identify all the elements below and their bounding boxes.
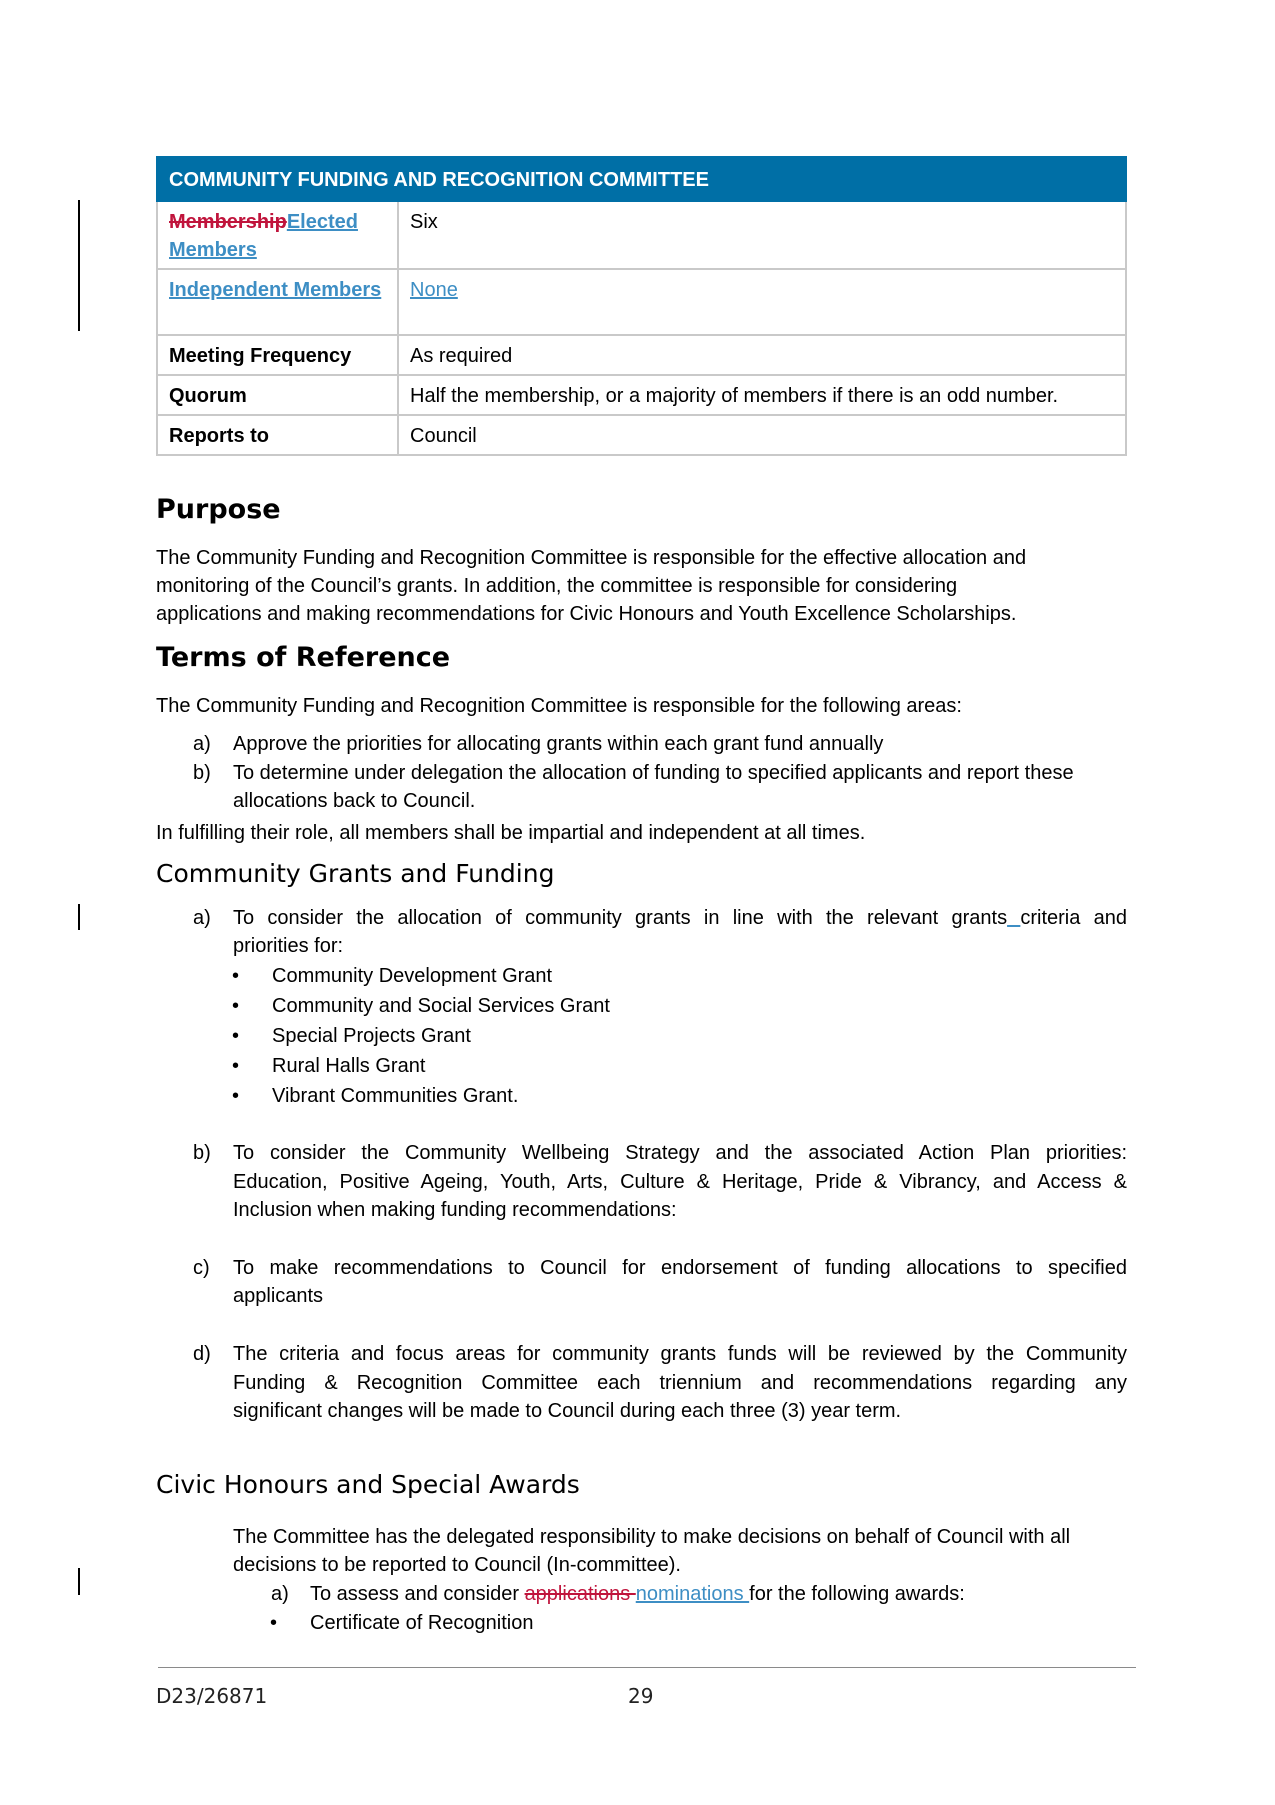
grant-bullet-item: Community and Social Services Grant xyxy=(272,995,610,1017)
bullet: • xyxy=(232,1055,240,1077)
terms-of-reference-heading: Terms of Reference xyxy=(156,642,451,673)
table-row xyxy=(157,335,1126,375)
change-bar xyxy=(78,200,80,331)
purpose-line: The Community Funding and Recognition Committee is responsible for the effective allocation and xyxy=(156,547,1027,569)
grants-item-marker: d) xyxy=(193,1343,211,1365)
grants-item-marker: b) xyxy=(193,1142,211,1164)
grants-item-marker: a) xyxy=(193,907,211,929)
grant-bullet-item: Rural Halls Grant xyxy=(272,1055,426,1077)
footer-doc-id: D23/26871 xyxy=(156,1684,268,1708)
tor-item-marker: b) xyxy=(193,762,211,784)
footer-divider xyxy=(158,1667,1136,1668)
reports-to-label: Reports to xyxy=(157,415,398,455)
reports-to-value: Council xyxy=(398,415,1126,455)
bullet: • xyxy=(232,965,240,987)
table-row xyxy=(157,415,1126,455)
bullet: • xyxy=(232,1085,240,1107)
grant-bullet-item: Special Projects Grant xyxy=(272,1025,471,1047)
tor-item-text: Approve the priorities for allocating grants within each grant fund annually xyxy=(233,733,884,755)
grant-bullet-item: Community Development Grant xyxy=(272,965,553,987)
grants-item-text: Inclusion when making funding recommendations: xyxy=(233,1199,677,1221)
grants-item-marker: c) xyxy=(193,1257,210,1279)
grants-item-text: To make recommendations to Council for endorsement of funding allocations to specified xyxy=(233,1257,1127,1279)
award-bullet-item: Certificate of Recognition xyxy=(310,1612,534,1634)
grant-bullet-item: Vibrant Communities Grant. xyxy=(272,1085,519,1107)
table-row xyxy=(157,269,1126,335)
tor-closing: In fulfilling their role, all members shall be impartial and independent at all times. xyxy=(156,822,866,844)
independent-members-label: Independent Members xyxy=(157,269,398,335)
table-title: COMMUNITY FUNDING AND RECOGNITION COMMITTEE xyxy=(157,157,1126,201)
grants-item-text: To consider the Community Wellbeing Strategy and the associated Action Plan priorities: xyxy=(233,1142,1127,1164)
grants-item-text: significant changes will be made to Council during each three (3) year term. xyxy=(233,1400,902,1422)
committee-table xyxy=(156,156,1127,456)
table-header-row xyxy=(157,157,1126,201)
change-bar xyxy=(78,904,80,930)
purpose-heading: Purpose xyxy=(156,494,281,525)
membership-value: Six xyxy=(398,201,1126,269)
community-grants-heading: Community Grants and Funding xyxy=(156,859,555,888)
civic-honours-heading: Civic Honours and Special Awards xyxy=(156,1470,580,1499)
change-bar xyxy=(78,1568,80,1595)
tor-item-marker: a) xyxy=(193,733,211,755)
tor-item-text: allocations back to Council. xyxy=(233,790,476,812)
purpose-line: monitoring of the Council’s grants. In addition, the committee is responsible for considering xyxy=(156,575,958,597)
tor-intro: The Community Funding and Recognition Committee is responsible for the following areas: xyxy=(156,695,962,717)
tor-item-text: To determine under delegation the allocation of funding to specified applicants and report these xyxy=(233,762,1074,784)
bullet: • xyxy=(270,1612,278,1634)
grants-item-a-line: To consider the allocation of community grants in line with the relevant grants criteria and xyxy=(233,907,1128,929)
membership-label: MembershipElected Members xyxy=(157,201,398,269)
grants-item-text: applicants xyxy=(233,1285,324,1307)
grants-item-text: Education, Positive Ageing, Youth, Arts, Culture & Heritage, Pride & Vibrancy, and Access & xyxy=(233,1171,1127,1193)
civic-item-a-line: To assess and consider applications nominations for the following awards: xyxy=(310,1583,965,1605)
grants-item-text: Funding & Recognition Committee each triennium and recommendations regarding any xyxy=(233,1372,1127,1394)
quorum-label: Quorum xyxy=(157,375,398,415)
footer-page-number: 29 xyxy=(628,1684,654,1708)
grants-item-text: The criteria and focus areas for community grants funds will be reviewed by the Community xyxy=(233,1343,1127,1365)
civic-intro: The Committee has the delegated responsibility to make decisions on behalf of Council with all xyxy=(233,1526,1071,1548)
civic-intro: decisions to be reported to Council (In-committee). xyxy=(233,1554,681,1576)
meeting-frequency-label: Meeting Frequency xyxy=(157,335,398,375)
purpose-line: applications and making recommendations for Civic Honours and Youth Excellence Scholarships. xyxy=(156,603,1017,625)
meeting-frequency-value: As required xyxy=(398,335,1126,375)
table-row xyxy=(157,201,1126,269)
grants-item-text: priorities for: xyxy=(233,935,344,957)
table-row xyxy=(157,375,1126,415)
bullet: • xyxy=(232,1025,240,1047)
bullet: • xyxy=(232,995,240,1017)
civic-item-marker: a) xyxy=(271,1583,289,1605)
quorum-value: Half the membership, or a majority of members if there is an odd number. xyxy=(398,375,1126,415)
independent-members-value: None xyxy=(398,269,1126,335)
